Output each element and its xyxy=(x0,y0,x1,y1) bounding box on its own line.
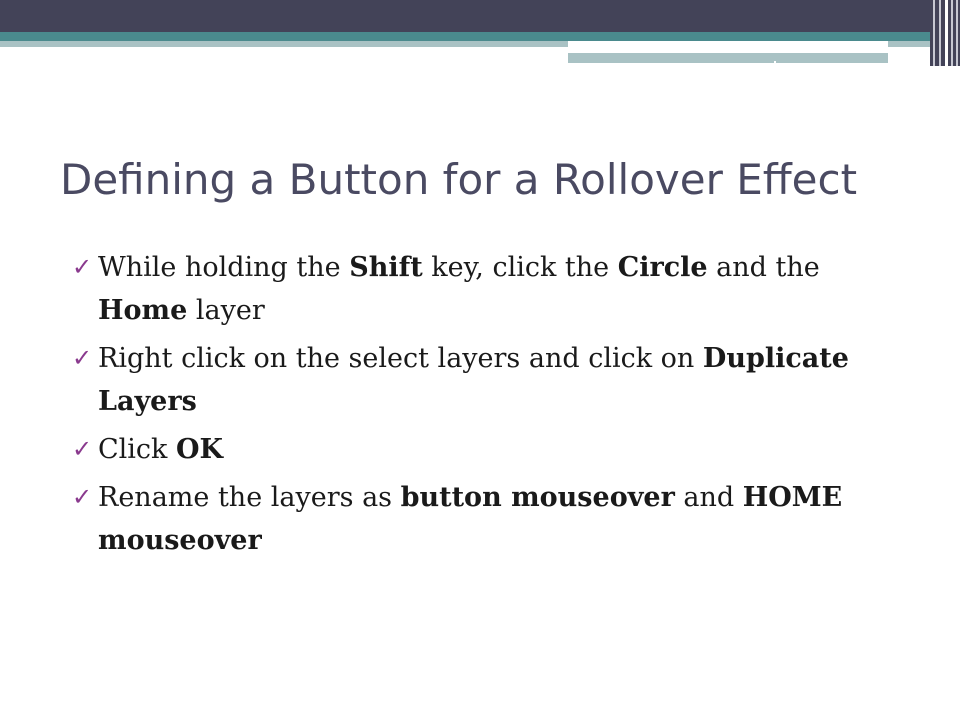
header-edge-line xyxy=(956,0,958,66)
bullet-item xyxy=(72,428,902,471)
header-band-dark xyxy=(0,0,960,32)
header-step-gap xyxy=(774,61,776,65)
bullet-bold-text: HOME mouseover xyxy=(98,482,843,556)
bullet-text: Right click on the select layers and click on xyxy=(98,343,703,374)
bullet-text: Rename the layers as xyxy=(98,482,401,513)
check-icon: ✓ xyxy=(72,435,93,463)
bullet-item xyxy=(72,476,902,562)
bullet-bold-text: Shift xyxy=(349,252,423,283)
check-icon: ✓ xyxy=(72,344,93,372)
bullet-text: key, click the xyxy=(422,252,618,283)
check-icon: ✓ xyxy=(72,253,93,281)
bullet-bold-text: OK xyxy=(176,434,223,465)
bullet-text: and the xyxy=(707,252,820,283)
header-edge-line xyxy=(933,0,935,66)
header-edge-line xyxy=(951,0,953,66)
bullet-item xyxy=(72,246,902,332)
header-step-white xyxy=(568,41,888,53)
bullet-text: While holding the xyxy=(98,252,350,283)
bullet-bold-text: Duplicate Layers xyxy=(98,343,849,417)
header-edge-line xyxy=(939,0,941,66)
check-icon: ✓ xyxy=(72,483,93,511)
slide-title: Defining a Button for a Rollover Effect xyxy=(60,155,858,204)
bullet-text: Click xyxy=(98,434,176,465)
bullet-text: and xyxy=(674,482,743,513)
header-step-gray xyxy=(568,53,888,63)
bullet-list xyxy=(72,246,902,567)
header-edge-line xyxy=(945,0,948,66)
bullet-bold-text: Home xyxy=(98,295,188,326)
bullet-bold-text: Circle xyxy=(617,252,708,283)
bullet-bold-text: button mouseover xyxy=(400,482,675,513)
bullet-text: layer xyxy=(187,295,265,326)
header-band-teal xyxy=(0,32,940,41)
bullet-item xyxy=(72,337,902,423)
